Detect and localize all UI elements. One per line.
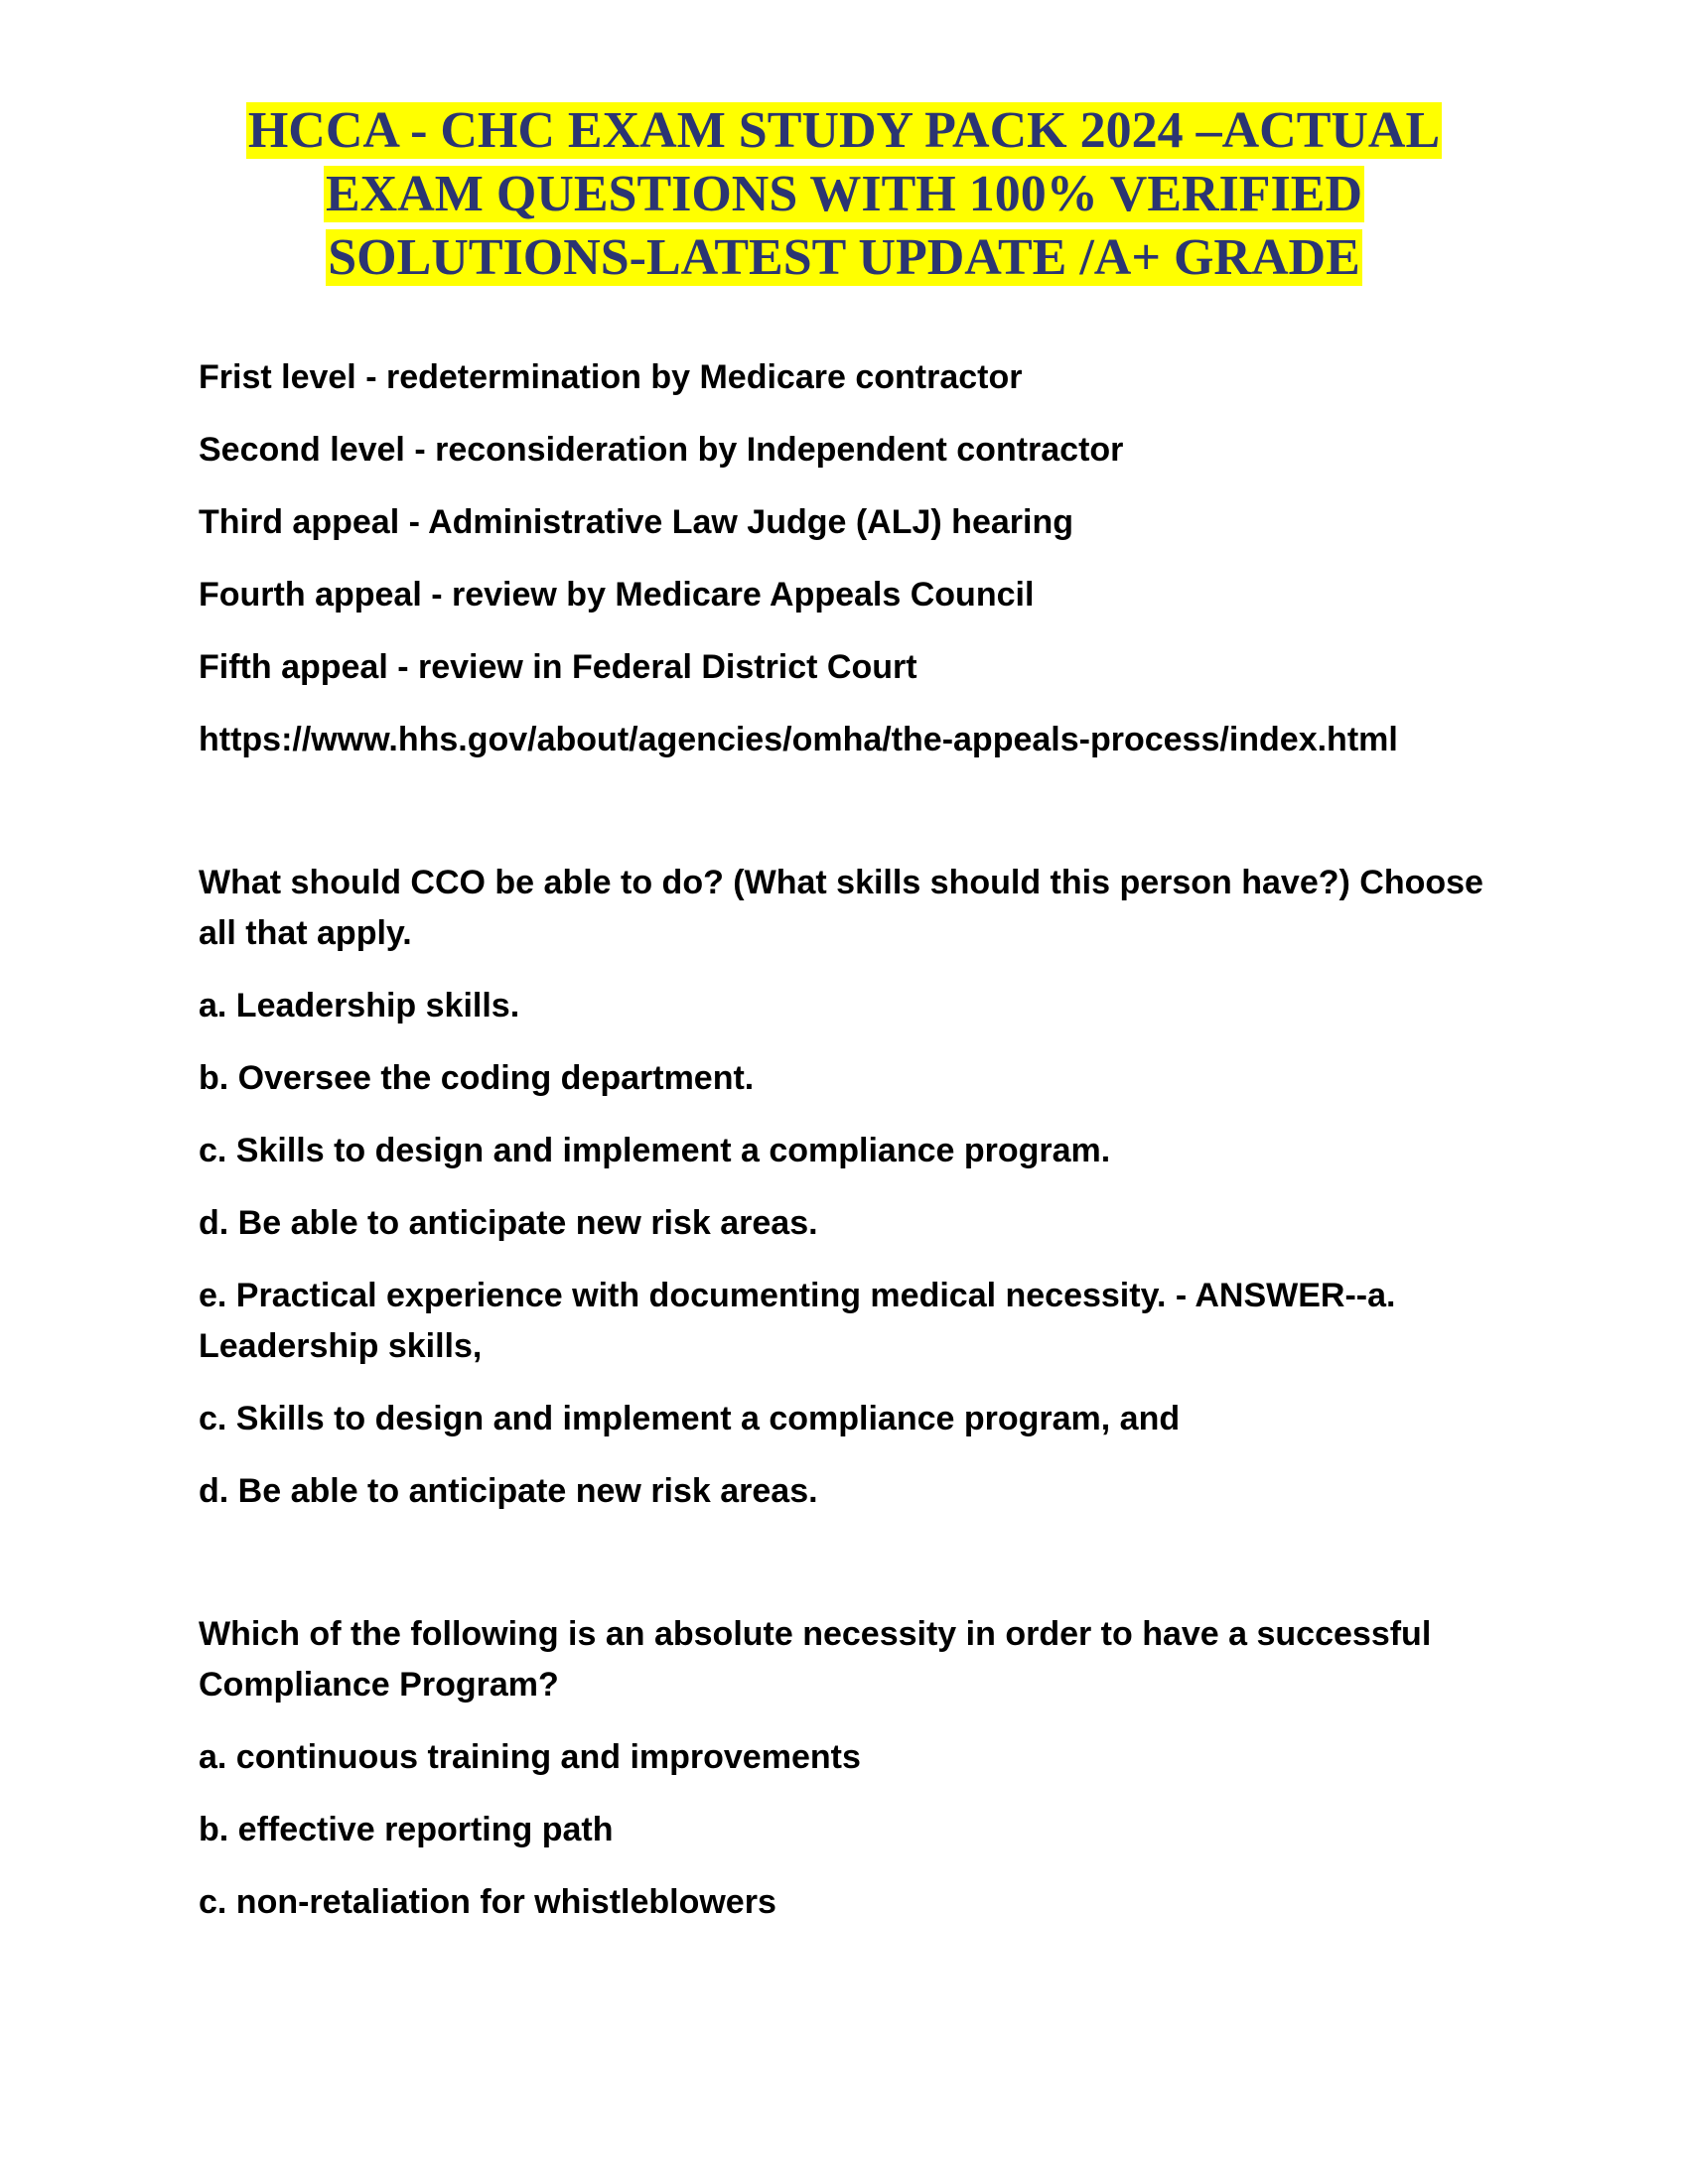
question-1-option-b: b. Oversee the coding department.: [199, 1059, 755, 1097]
question-1-option-c: c. Skills to design and implement a compliance program.: [199, 1132, 1111, 1169]
title-line-1: HCCA - CHC EXAM STUDY PACK 2024 –ACTUAL: [247, 102, 1441, 159]
question-2-option-c: c. non-retaliation for whistleblowers: [199, 1883, 776, 1921]
question-1-option-a: a. Leadership skills.: [199, 987, 520, 1024]
question-1-answer-c: c. Skills to design and implement a compliance program, and: [199, 1400, 1181, 1437]
question-1-option-d: d. Be able to anticipate new risk areas.: [199, 1204, 818, 1242]
document-body: [199, 352, 1489, 1950]
appeal-level-2: Second level - reconsideration by Independent contractor: [199, 431, 1124, 469]
question-1-prompt: What should CCO be able to do? (What skills should this person have?) Choose all that apply.: [199, 864, 1483, 952]
question-2-option-a: a. continuous training and improvements: [199, 1738, 861, 1776]
section-spacer: [199, 1539, 1489, 1609]
question-1-answer-d: d. Be able to anticipate new risk areas.: [199, 1472, 818, 1510]
question-1-option-e-answer: e. Practical experience with documenting medical necessity. - ANSWER--a. Leadership skills,: [199, 1277, 1396, 1365]
question-2-option-b: b. effective reporting path: [199, 1811, 614, 1848]
title-line-3: SOLUTIONS-LATEST UPDATE /A+ GRADE: [328, 229, 1360, 286]
question-2: [199, 1609, 1489, 1928]
appeal-level-5: Fifth appeal - review in Federal District Court: [199, 648, 917, 686]
appeals-section: [199, 352, 1489, 765]
appeal-level-4: Fourth appeal - review by Medicare Appeals Council: [199, 576, 1035, 614]
section-spacer: [199, 787, 1489, 858]
question-1: [199, 858, 1489, 1517]
appeals-reference-url: https://www.hhs.gov/about/agencies/omha/the-appeals-process/index.html: [199, 721, 1398, 758]
appeal-level-3: Third appeal - Administrative Law Judge (ALJ) hearing: [199, 503, 1073, 541]
document-title: [149, 99, 1539, 290]
appeal-level-1: Frist level - redetermination by Medicare contractor: [199, 358, 1023, 396]
title-line-2: EXAM QUESTIONS WITH 100% VERIFIED: [325, 166, 1363, 222]
question-2-prompt: Which of the following is an absolute necessity in order to have a successful Compliance Program?: [199, 1615, 1432, 1704]
